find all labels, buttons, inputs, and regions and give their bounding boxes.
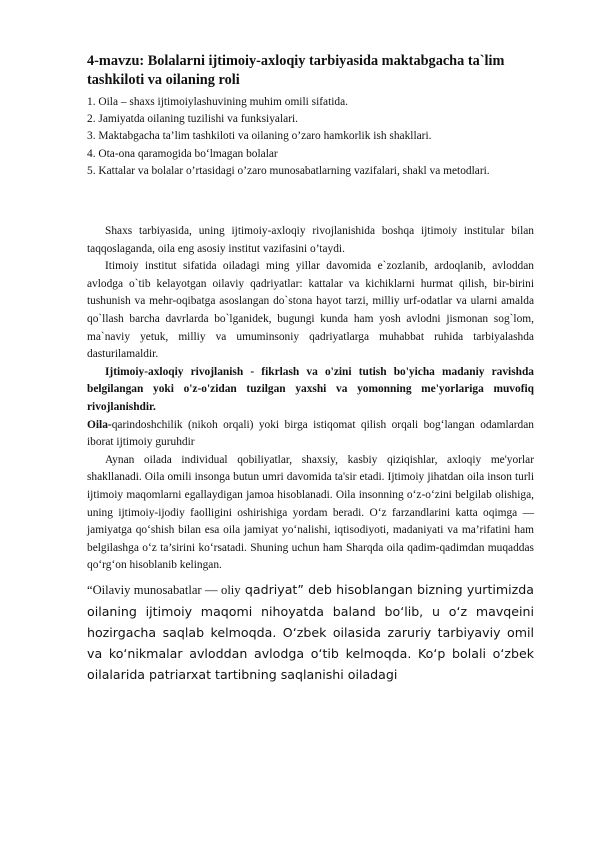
paragraph-intro: Shaxs tarbiyasida, uning ijtimoiy-axloqiy rivojlanishida boshqa ijtimoiy institular bilan taqqoslaganda, oila eng asosiy institut vazifasini o’taydi.: [87, 225, 534, 255]
paragraph-family-role: Aynan oilada individual qobiliyatlar, shaxsiy, kasbiy qiziqishlar, axloqiy me'yorlar shakllanadi. Oila omili insonga butun umri davomida ta'sir etadi. Ijtimoiy jihatdan oila inson turli ijtimoiy maqomlarni egallaydigan jamoa hisoblanadi. Oila insonning o‘z-o‘zini belgilab olishiga, uning ijtimoiy-ijodiy faolligini oshirishiga yordam beradi. O‘z farzandlarini katta oqimga — jamiyatga qo‘shish bilan esa oila jamiyat yo‘nalishi, iqtisodiyoti, madaniyati va ma’rifatini ham belgilashga o‘z ta’sirini ko‘rsatadi. Shuning uchun ham Sharqda oila qadim-qadimdan muqaddas qo‘rg‘on hisoblanib kelingan.: [87, 453, 534, 572]
section-spacer: [87, 180, 534, 223]
plan-item: 1. Oila – shaxs ijtimoiylashuvining muhim omili sifatida.: [87, 96, 349, 108]
paragraph-body: qadriyat” deb hisoblangan bizning yurtimizda oilaning ijtimoiy maqomi nihoyatda baland bo‘lib, u o‘z mavqeini hozirgacha saqlab kelmoqda. O‘zbek oilasida zaruriy tarbiyaviy omil va ko‘nikmalar avloddan avlodga o‘tib kelmoqda. Ko‘p bolali o‘zbek oilalarida patriarxat tartibning saqlanishi oiladagi: [87, 581, 534, 682]
paragraph-lead: “Oilaviy munosabatlar — oliy: [87, 582, 241, 597]
plan-item: 3. Maktabgacha ta’lim tashkiloti va oilaning o’zaro hamkorlik ish shakllari.: [87, 130, 432, 143]
topic-plan-list: [87, 94, 534, 180]
document-page: [87, 52, 534, 685]
definition-text: qarindoshchilik (nikoh orqali) yoki birga istiqomat qilish orqali bog‘langan odamlardan iborat ijtimoiy guruhdir: [87, 418, 534, 449]
topic-title: 4-mavzu: Bolalarni ijtimoiy-axloqiy tarbiyasida maktabgacha ta`lim tashkiloti va oilaning roli: [87, 53, 505, 88]
plan-item: 2. Jamiyatda oilaning tuzilishi va funksiyalari.: [87, 113, 298, 126]
paragraph-family-values: [87, 579, 534, 685]
plan-item: 4. Ota-ona qaramogida bo‘lmagan bolalar: [87, 147, 278, 160]
paragraph-values: Itimoiy institut sifatida oiladagi ming yillar davomida e`zozlanib, ardoqlanib, avloddan avlodga o`tib kelayotgan oilaviy qadriyatlar: kattalar va kichiklarni hurmat qilish, bir-birini tushunish va mehr-oqibatga asoslangan do`stona hayot tarzi, milliy urf-odatlar va ularni amalda qo`llash barcha davrlarda bo`lganidek, bugungi kunda ham yosh avlodni jismonan sog`lom, ma`naviy yetuk, milliy va umuminsoniy qadriyatlarga muhabbat ruhida tarbiyalashda dasturilamaldir.: [87, 260, 534, 361]
paragraph-definition-family: [87, 417, 534, 452]
paragraph-definition-development: Ijtimoiy-axloqiy rivojlanish - fikrlash va o'zini tutish bo'yicha madaniy ravishda belgilangan yoki o'z-o'zidan tuzilgan yaxshi va yomonning me'yorlariga muvofiq rivojlanishdir.: [87, 365, 534, 413]
term-oila: Oila-: [87, 418, 112, 431]
plan-item: 5. Kattalar va bolalar o’rtasidagi o’zaro munosabatlarning vazifalari, shakl va metodlari.: [87, 164, 490, 177]
